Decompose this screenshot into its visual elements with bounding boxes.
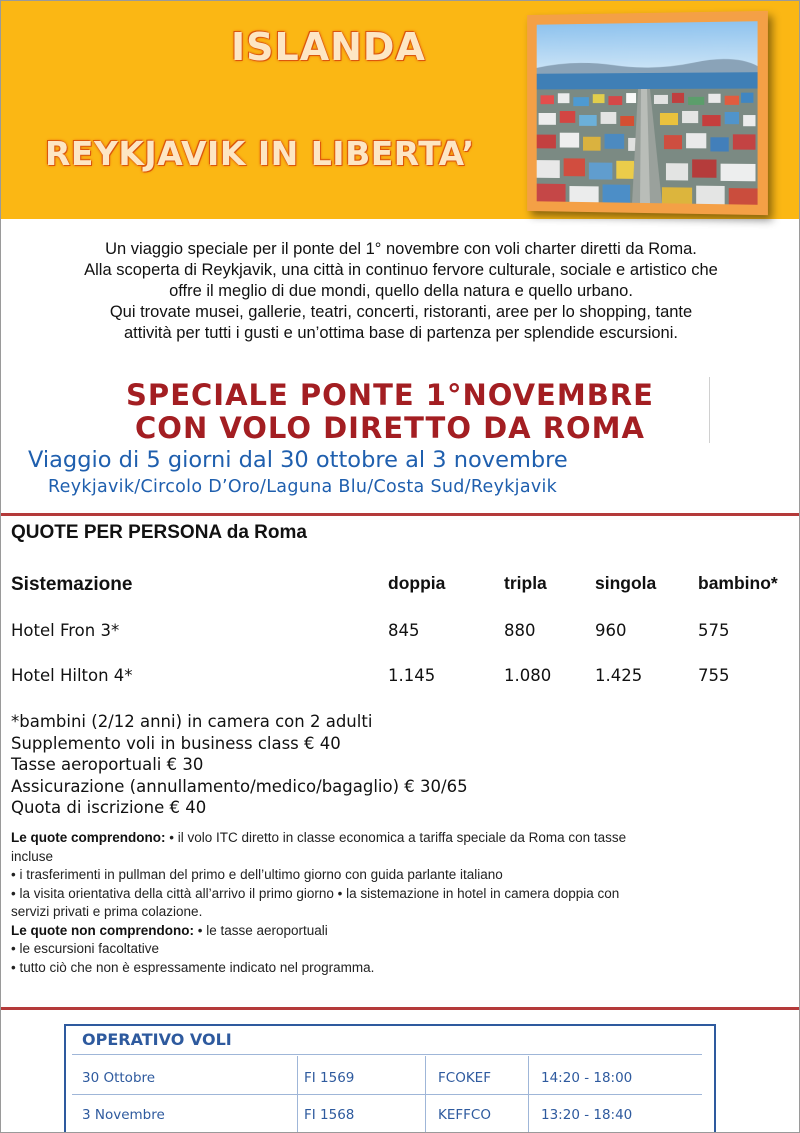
flight-date: 3 Novembre	[82, 1107, 165, 1123]
price-single: 960	[595, 621, 627, 640]
included-first-line	[11, 829, 791, 848]
hotel-name: Hotel Fron 3*	[11, 621, 120, 640]
price-child: 755	[698, 666, 730, 685]
col-header-single: singola	[595, 573, 657, 593]
flights-box	[64, 1024, 716, 1133]
col-header-double: doppia	[388, 573, 446, 593]
included-excluded	[11, 829, 791, 977]
section-divider	[1, 1007, 799, 1010]
flights-col-rule	[297, 1056, 298, 1133]
excluded-item: • le tasse aeroportuali	[193, 922, 328, 938]
flight-date: 30 Ottobre	[82, 1070, 156, 1086]
included-label: Le quote comprendono:	[11, 830, 166, 845]
divider	[709, 377, 710, 443]
flight-number: FI 1569	[304, 1070, 355, 1086]
flight-route: FCOKEF	[438, 1070, 491, 1086]
note-line: Assicurazione (annullamento/medico/bagaglio) € 30/65	[11, 776, 468, 796]
intro-line: offre il meglio di due mondi, quello della natura e quello urbano.	[169, 282, 633, 300]
price-child: 575	[698, 621, 730, 640]
flights-col-rule	[528, 1056, 529, 1133]
flight-times: 13:20 - 18:40	[541, 1107, 633, 1123]
page-subtitle: REYKJAVIK IN LIBERTA’	[45, 134, 475, 173]
flights-title: OPERATIVO VOLI	[82, 1030, 232, 1049]
flights-rule	[72, 1054, 702, 1055]
included-item: • il volo ITC diretto in classe economica a tariffa speciale da Roma con tasse	[165, 830, 627, 845]
hotel-name: Hotel Hilton 4*	[11, 666, 133, 685]
excluded-label: Le quote non comprendono:	[11, 922, 194, 938]
col-header-accommodation: Sistemazione	[11, 574, 133, 595]
included-item: • i trasferimenti in pullman del primo e dell’ultimo giorno con guida parlante italiano	[11, 867, 503, 882]
intro-line: attività per tutti i gusti e un’ottima base di partenza per splendide escursioni.	[124, 324, 678, 342]
included-item: servizi privati e prima colazione.	[11, 904, 203, 919]
intro-text	[15, 239, 787, 344]
col-header-triple: tripla	[504, 573, 547, 593]
excluded-first-line	[11, 922, 791, 941]
note-line: Supplemento voli in business class € 40	[11, 733, 341, 753]
price-triple: 1.080	[504, 666, 552, 685]
trip-route: Reykjavik/Circolo D’Oro/Laguna Blu/Costa Sud/Reykjavik	[48, 477, 558, 497]
intro-line: Qui trovate musei, gallerie, teatri, concerti, ristoranti, aree per lo shopping, tante	[109, 303, 693, 321]
intro-line: Alla scoperta di Reykjavik, una città in continuo fervore culturale, sociale e artistico che	[84, 261, 718, 279]
quotes-title: QUOTE PER PERSONA da Roma	[11, 522, 307, 543]
price-single: 1.425	[595, 666, 643, 685]
header-banner	[1, 1, 799, 219]
reykjavik-photo	[537, 21, 758, 205]
flights-col-rule	[425, 1056, 426, 1133]
section-divider	[1, 513, 799, 516]
special-headline-1: SPECIALE PONTE 1°NOVEMBRE	[126, 378, 654, 412]
price-triple: 880	[504, 621, 536, 640]
price-double: 1.145	[388, 666, 436, 685]
flights-rule	[72, 1094, 702, 1095]
trip-duration: Viaggio di 5 giorni dal 30 ottobre al 3 novembre	[28, 447, 568, 473]
flight-number: FI 1568	[304, 1107, 355, 1123]
included-item: incluse	[11, 848, 54, 864]
flight-route: KEFFCO	[438, 1107, 491, 1123]
note-line: *bambini (2/12 anni) in camera con 2 adulti	[11, 712, 373, 731]
excluded-item: • le escursioni facoltative	[11, 941, 160, 956]
included-item: • la visita orientativa della città all’arrivo il primo giorno • la sistemazione in hotel in camera doppia con	[11, 885, 620, 901]
col-header-child: bambino*	[698, 573, 778, 593]
price-double: 845	[388, 621, 420, 640]
reykjavik-photo-frame	[527, 11, 768, 215]
special-headline-2: CON VOLO DIRETTO DA ROMA	[135, 411, 645, 445]
excluded-item: • tutto ciò che non è espressamente indicato nel programma.	[11, 959, 375, 975]
flight-times: 14:20 - 18:00	[541, 1070, 633, 1086]
note-line: Quota di iscrizione € 40	[11, 798, 207, 817]
price-notes	[11, 711, 468, 819]
page-title: ISLANDA	[231, 25, 426, 69]
intro-line: Un viaggio speciale per il ponte del 1° novembre con voli charter diretti da Roma.	[105, 240, 697, 258]
note-line: Tasse aeroportuali € 30	[11, 755, 204, 774]
